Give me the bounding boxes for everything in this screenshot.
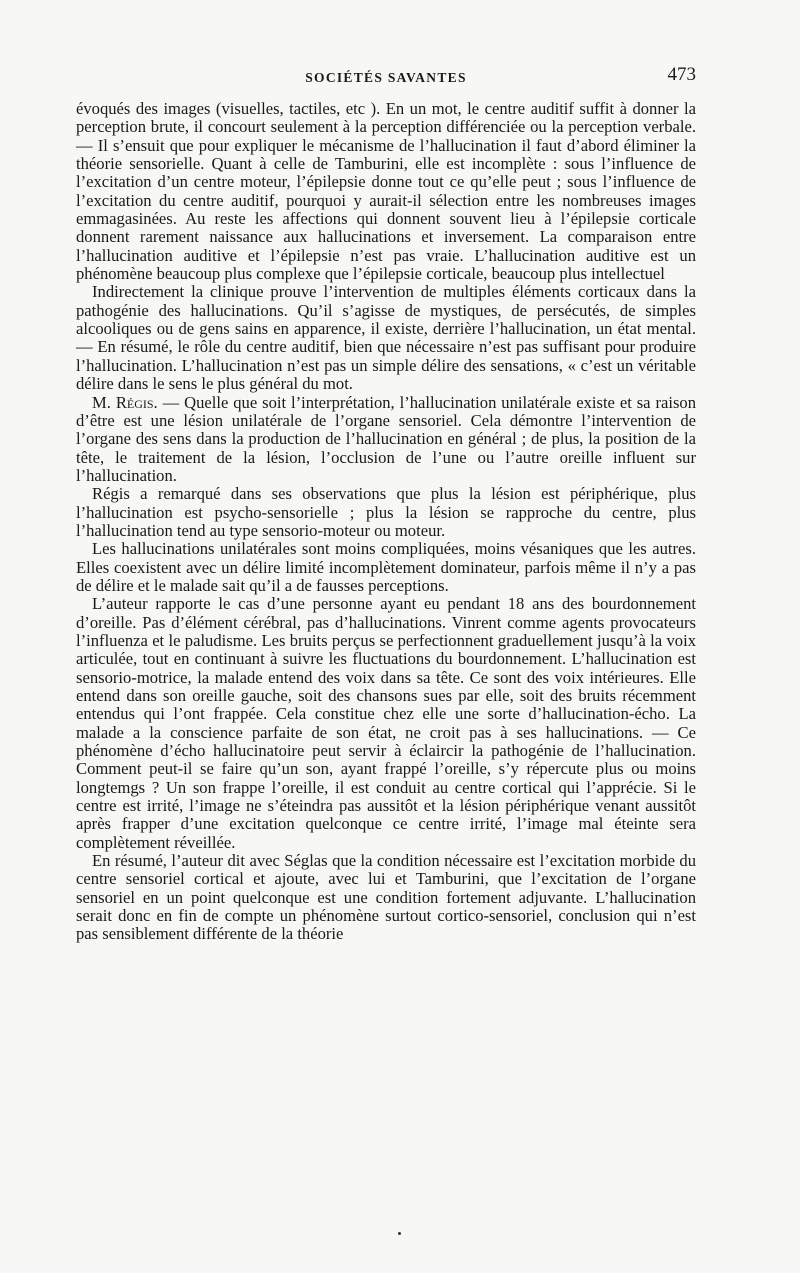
paragraph-1: évoqués des images (visuelles, tactiles, etc ). En un mot, le centre auditif suffit à donner la perception brute, il concourt seulement à la perception différenciée ou la perception verbale. — Il s’ensuit que pour expliquer le mécanisme de l’hallucination il faut d’abord éliminer la théorie sensorielle. Quant à celle de Tamburini, elle est incomplète : sous l’influence de l’excitation d’un centre moteur, l’épilepsie donne tout ce qu’elle peut ; sous l’influence de l’excitation du centre auditif, pourquoi y aurait-il sélection entre les nombreuses images emmagasinées. Au reste les affections qui donnent souvent lieu à l’épilepsie corticale donnent rarement naissance aux hallucinations et inversement. La comparaison entre l’hallucination auditive et l’épilepsie n’est pas vraie. L’hallucination auditive est un phénomène beaucoup plus complexe que l’épilepsie corticale, beaucoup plus intellectuel <box>76 99 696 284</box>
speaker-name: M. Régis. <box>92 392 158 412</box>
paragraph-4: Régis a remarqué dans ses observations que plus la lésion est périphérique, plus l’hallucination est psycho-sensorielle ; plus la lésion se rapproche du centre, plus l’hallucination tend au type sensorio-moteur ou moteur. <box>76 484 696 540</box>
paragraph-3-text: — Quelle que soit l’interprétation, l’hallucination unilatérale existe et sa raison d’être est une lésion unilatérale de l’organe sensoriel. Cela démontre l’intervention de l’organe des sens dans la production de l’hallucination en général ; de plus, la position de la tête, le traitement de la lésion, l’occlusion de l’une ou l’autre oreille influent sur l’hallucination. <box>76 392 697 485</box>
paragraph-7: En résumé, l’auteur dit avec Séglas que la condition nécessaire est l’excitation morbide du centre sensoriel cortical et ajoute, avec lui et Tamburini, que l’excitation de l’organe sensoriel en un point quelconque est une condition fortement adjuvante. L’hallucination serait donc en fin de compte un phénomène surtout cortico-sensoriel, conclusion qui n’est pas sensiblement différente de la théorie <box>76 851 696 944</box>
paragraph-3 <box>76 394 696 486</box>
paragraph-6: L’auteur rapporte le cas d’une personne ayant eu pendant 18 ans des bourdonnement d’oreille. Pas d’élément cérébral, pas d’hallucinations. Vinrent comme agents provocateurs l’influenza et le paludisme. Les bruits perçus se perfectionnent graduellement jusqu’à la voix articulée, tout en continuant à suivre les fluctuations du bourdonnement. L’hallucination est sensorio-motrice, la malade entend des voix dans sa tête. Ce sont des voix intérieures. Elle entend dans son oreille gauche, soit des chansons sues par elle, soit des bruits récemment entendus qui l’ont frappée. Cela constitue chez elle une sorte d’hallucination-écho. La malade a la conscience parfaite de son état, ne croit pas à ses hallucinations. — Ce phénomène d’écho hallucinatoire peut servir à éclaircir la pathogénie de l’hallucination. Comment peut-il se faire qu’un son, ayant frappé l’oreille, s’y répercute plus ou moins longtemgs ? Un son frappe l’oreille, il est conduit au centre cortical qui l’apprécie. Si le centre est irrité, l’image ne s’éteindra pas aussitôt et la lésion périphérique venant aussitôt après frapper d’une excitation quelconque ce centre irrité, l’image mal éteinte sera complètement réveillée. <box>76 594 696 852</box>
running-head: SOCIÉTÉS SAVANTES <box>305 70 467 85</box>
page-number: 473 <box>667 64 696 85</box>
page-header <box>76 64 696 88</box>
paragraph-5: Les hallucinations unilatérales sont moins compliquées, moins vésaniques que les autres. Elles coexistent avec un délire limité incomplètement dominateur, parfois même il n’y a pas de délire et le malade sait qu’il a de fausses perceptions. <box>76 539 696 595</box>
page-speck <box>398 1232 401 1235</box>
paragraph-2: Indirectement la clinique prouve l’intervention de multiples éléments corticaux dans la pathogénie des hallucinations. Qu’il s’agisse de mystiques, de persécutés, de simples alcooliques ou de gens sains en apparence, il existe, derrière l’hallucination, un état mental. — En résumé, le rôle du centre auditif, bien que nécessaire n’est pas suffisant pour produire l’hallucination. L’hallucination n’est pas un simple délire des sensations, « c’est un véritable délire dans le sens le plus général du mot. <box>76 282 696 394</box>
body-text <box>76 100 696 944</box>
